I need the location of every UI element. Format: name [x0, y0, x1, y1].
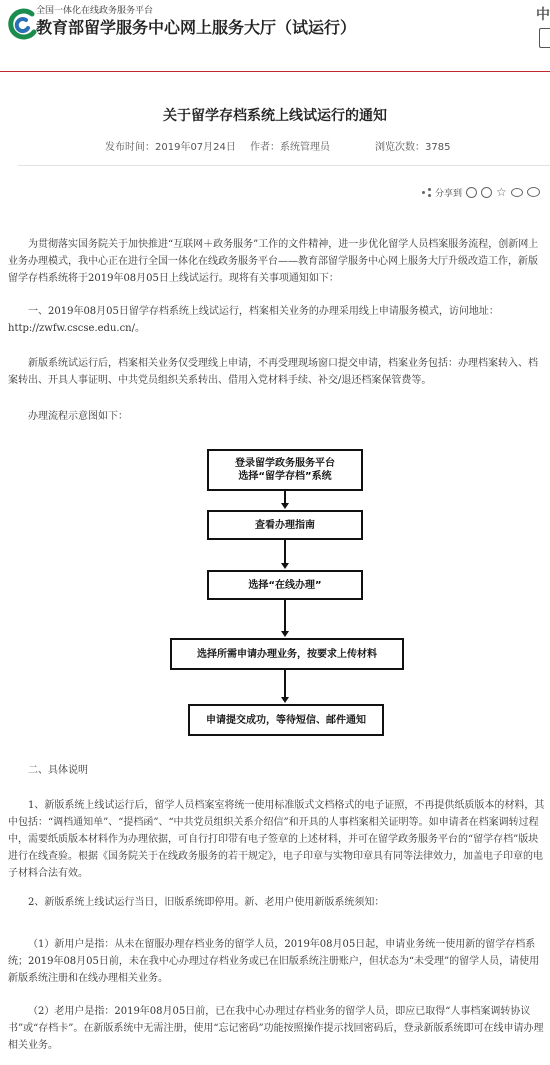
paragraph-new-users: （1）新用户是指：从未在留服办理存档业务的留学人员，2019年08月05日起，申请业务统一使用新的留学存档系统；2019年08月05日前，未在我中心办理过存档业务或已在旧版系统注册账户，但状态为“未受理”的留学人员，请使用新版系统注册和在线办理相关业务。	[8, 939, 540, 984]
logo-icon[interactable]	[4, 6, 40, 42]
share-icon[interactable]	[422, 188, 431, 197]
view-count: 浏览次数：3785	[375, 142, 451, 153]
flow-connector	[284, 670, 286, 698]
star-icon[interactable]: ☆	[496, 185, 507, 199]
paragraph-details-2: 2、新版系统上线试运行当日，旧版系统即停用。新、老用户使用新版系统须知：	[28, 897, 385, 908]
section-heading-details: 二、具体说明	[28, 765, 88, 776]
paragraph-business-scope: 新版系统试运行后，档案相关业务仅受理线上申请，不再受理现场窗口提交申请，档案业务包括：办理档案转入、档案转出、开具人事证明、中共党员组织关系转出、借用入党材料手续、补交/退还档案保管费等。	[8, 358, 538, 386]
article-title: 关于留学存档系统上线试运行的通知	[163, 108, 387, 124]
weibo-icon[interactable]	[511, 188, 523, 197]
wechat-moments-icon[interactable]	[481, 187, 492, 198]
platform-name: 全国一体化在线政务服务平台	[36, 6, 154, 16]
flow-connector	[284, 600, 286, 632]
service-url-link[interactable]: http://zwfw.cscse.edu.cn/	[8, 323, 135, 334]
flow-arrow	[281, 563, 289, 569]
header-divider	[0, 71, 550, 72]
wechat-icon[interactable]	[527, 187, 540, 197]
paragraph-intro: 为贯彻落实国务院关于加快推进“互联网＋政务服务”工作的文件精神，进一步优化留学人员档案服务流程，创新网上业务办理模式，我中心正在进行全国一体化在线政务服务平台——教育部留学服务中心网上服务大厅升级改造工作，新版留学存档系统将于2019年08月05日上线试运行。现将有关事项通知如下：	[8, 239, 539, 284]
share-label[interactable]: 分享到	[435, 188, 463, 199]
flow-arrow	[281, 631, 289, 637]
publish-time: 发布时间：2019年07月24日	[105, 142, 236, 153]
author: 作者：系统管理员	[250, 142, 330, 153]
share-bar	[422, 184, 540, 200]
process-flowchart	[0, 440, 550, 740]
paragraph-details-1: 1、新版系统上线试运行后，留学人员档案室将统一使用标准版式文档格式的电子证照，不再提供纸质版本的材料，其中包括：“调档通知单”、“提档函”、“中共党员组织关系介绍信”和开具的人事档案相关证明等。如申请者在档案调转过程中，需要纸质版本材料作为办理依据，可自行打印带有电子签章的上述材料，并可在留学政务服务平台的“留学存档”版块进行在线查验。根据《国务院关于在线政务服务的若干规定》，电子印章与实物印章具有同等法律效力，加盖电子印章的电子材料合法有效。	[8, 800, 545, 879]
site-header	[0, 0, 550, 72]
flow-step-submitted: 申请提交成功，等待短信、邮件通知	[188, 704, 384, 736]
flow-arrow	[281, 503, 289, 509]
site-title[interactable]: 教育部留学服务中心网上服务大厅（试运行）	[36, 18, 357, 37]
paragraph-section-1-end: 。	[134, 323, 145, 334]
paragraph-section-1-text: 一、2019年08月05日留学存档系统上线试运行，档案相关业务的办理采用线上申请服务模式，访问地址：	[28, 306, 499, 317]
flow-step-login-line2: 选择“留学存档”系统	[238, 471, 332, 482]
flow-step-online: 选择“在线办理”	[207, 570, 363, 600]
flow-step-login-line1: 登录留学政务服务平台	[235, 458, 335, 469]
flow-arrow	[281, 697, 289, 703]
flow-step-guide: 查看办理指南	[207, 510, 363, 540]
flow-connector	[284, 540, 286, 564]
paragraph-flow-intro: 办理流程示意图如下：	[28, 411, 128, 422]
meta-divider	[18, 165, 550, 166]
flow-step-login	[207, 449, 363, 491]
pinterest-icon[interactable]	[466, 187, 477, 198]
paragraph-old-users: （2）老用户是指：2019年08月05日前，已在我中心办理过存档业务的留学人员，即应已取得“人事档案调转协议书”或“存档卡”。在新版系统中无需注册，使用“忘记密码”功能按照操作提示找回密码后，登录新版系统即可在线申请办理相关业务。	[8, 1006, 544, 1051]
mobile-icon[interactable]	[539, 28, 550, 48]
paragraph-section-1	[8, 303, 546, 337]
language-switch[interactable]: 中	[536, 7, 550, 23]
flow-step-upload: 选择所需申请办理业务，按要求上传材料	[170, 638, 404, 670]
